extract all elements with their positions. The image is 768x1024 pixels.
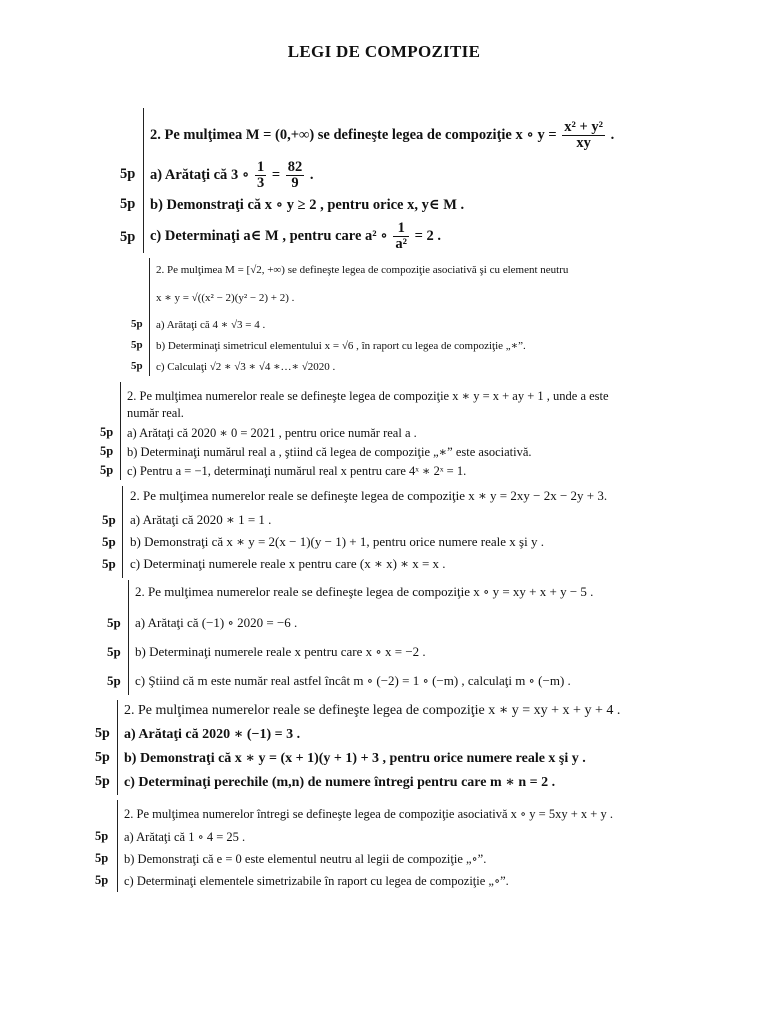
problem-4 (100, 486, 670, 578)
points-label: 5p (131, 339, 143, 351)
points-label: 5p (100, 463, 114, 477)
problem-4-part-c: c) Determinaţi numerele reale x pentru care (x ∗ x) ∗ x = x . (130, 556, 446, 571)
problem-5-part-c: c) Ştiind că m este număr real astfel încât m ∘ (−2) = 1 ∘ (−m) , calculaţi m ∘ (−m) . (135, 673, 571, 688)
points-label: 5p (100, 444, 114, 458)
problem-6-part-b: b) Demonstraţi că x ∗ y = (x + 1)(y + 1) + 3 , pentru orice numere reale x şi y . (124, 751, 586, 766)
points-label: 5p (120, 166, 136, 182)
problem-7-part-b: b) Demonstraţi că e = 0 este elementul neutru al legii de compoziţie „∘”. (124, 852, 487, 866)
points-label: 5p (95, 750, 110, 765)
problem-2-part-a: a) Arătaţi că 4 ∗ √3 = 4 . (156, 319, 266, 331)
problem-5-part-a: a) Arătaţi că (−1) ∘ 2020 = −6 . (135, 615, 298, 630)
problem-4-statement: 2. Pe mulţimea numerelor reale se defineşte legea de compoziţie x ∗ y = 2xy − 2x − 2y + 3. (130, 488, 608, 503)
points-label: 5p (120, 229, 136, 245)
problem-3-part-a: a) Arătaţi că 2020 ∗ 0 = 2021 , pentru orice număr real a . (127, 426, 417, 440)
problem-7-divider (117, 800, 118, 892)
points-label: 5p (95, 774, 110, 789)
points-label: 5p (100, 425, 114, 439)
problem-1-divider (143, 108, 144, 253)
points-label: 5p (102, 556, 116, 571)
problem-5-divider (128, 580, 129, 695)
points-label: 5p (95, 829, 109, 843)
points-label: 5p (95, 873, 109, 887)
problem-4-part-b: b) Demonstraţi că x ∗ y = 2(x − 1)(y − 1) + 1, pentru orice numere reale x şi y . (130, 534, 544, 549)
problem-2 (125, 258, 665, 376)
problem-3-part-b: b) Determinaţi numărul real a , ştiind că legea de compoziţie „∗” este asociativă. (127, 445, 532, 459)
problem-5-part-b: b) Determinaţi numerele reale x pentru care x ∘ x = −2 . (135, 644, 426, 659)
problem-2-statement-line2: x ∗ y = √((x² − 2)(y² − 2) + 2) . (156, 292, 295, 304)
problem-4-divider (122, 486, 123, 578)
points-label: 5p (107, 644, 121, 659)
problem-2-divider (149, 258, 150, 376)
problem-5 (105, 580, 675, 695)
problem-3-statement-line1: 2. Pe mulţimea numerelor reale se defineşte legea de compoziţie x ∗ y = x + ay + 1 , unde a este (127, 389, 609, 403)
problem-2-statement-line1: 2. Pe mulţimea M = [√2, +∞) se defineşte legea de compoziţie asociativă şi cu element neutru (156, 264, 569, 276)
points-label: 5p (102, 512, 116, 527)
points-label: 5p (95, 851, 109, 865)
problem-7 (95, 800, 675, 892)
problem-3-statement-line2: număr real. (127, 406, 184, 420)
problem-4-part-a: a) Arătaţi că 2020 ∗ 1 = 1 . (130, 512, 272, 527)
problem-6-divider (117, 700, 118, 795)
problem-6-statement: 2. Pe mulţimea numerelor reale se defineşte legea de compoziţie x ∗ y = xy + x + y + 4 . (124, 703, 621, 718)
points-label: 5p (107, 673, 121, 688)
problem-7-statement: 2. Pe mulţimea numerelor întregi se defineşte legea de compoziţie asociativă x ∘ y = 5xy + x + y . (124, 807, 613, 821)
problem-6-part-a: a) Arătaţi că 2020 ∗ (−1) = 3 . (124, 727, 301, 742)
problem-1-part-c: c) Determinaţi a∈ M , pentru care a² ∘ $\frac{1}{\text{a²}}$ = 2 . (150, 220, 442, 253)
points-label: 5p (120, 196, 136, 212)
problem-3 (98, 382, 668, 480)
problem-3-divider (120, 382, 121, 480)
problem-1-statement: 2. Pe mulţimea M = (0,+∞) se defineşte legea de compoziţie x ∘ y = (150, 127, 557, 144)
points-label: 5p (95, 726, 110, 741)
points-label: 5p (131, 360, 143, 372)
problem-6-part-c: c) Determinaţi perechile (m,n) de numere întregi pentru care m ∗ n = 2 . (124, 775, 556, 790)
problem-1-part-b: b) Demonstraţi că x ∘ y ≥ 2 , pentru orice x, y∈ M . (150, 197, 465, 213)
problem-5-statement: 2. Pe mulţimea numerelor reale se defineşte legea de compoziţie x ∘ y = xy + x + y − 5 . (135, 584, 594, 599)
problem-1-part-a: a) Arătaţi că 3 ∘ $\frac{1}{3}$ = $\frac{82}{9}$ . (150, 159, 314, 192)
problem-7-part-a: a) Arătaţi că 1 ∘ 4 = 25 . (124, 830, 246, 844)
problem-2-part-b: b) Determinaţi simetricul elementului x = √6 , în raport cu legea de compoziţie „∗”. (156, 340, 526, 352)
points-label: 5p (102, 534, 116, 549)
points-label: 5p (107, 615, 121, 630)
problem-1-fraction: $\frac{\text{x² + y²}}{xy}$ (564, 119, 603, 152)
page-title: LEGI DE COMPOZITIE (287, 42, 481, 61)
problem-7-part-c: c) Determinaţi elementele simetrizabile în raport cu legea de compoziţie „∘”. (124, 874, 509, 888)
points-label: 5p (131, 318, 143, 330)
problem-1: 2. Pe mulţimea M = (0,+∞) se defineşte legea de compoziţie x ∘ y = $\frac{\text{x² + y²}}{xy}$ . 5p a) Arătaţi că 3 ∘ $\frac{1}{3}$ = $\frac{82}{9}$ . 5p b) Demonstraţi că x ∘ y ≥ 2 , pentru orice x, y∈ M . 5p c) Determinaţi a∈ M , pentru care a² ∘ $\frac{1}{\text{a²}}$ = 2 . (110, 108, 670, 253)
problem-3-part-c: c) Pentru a = −1, determinaţi numărul real x pentru care 4ˣ ∗ 2ˣ = 1. (127, 464, 467, 478)
problem-6 (93, 700, 673, 795)
problem-2-part-c: c) Calculaţi √2 ∗ √3 ∗ √4 ∗…∗ √2020 . (156, 361, 336, 373)
